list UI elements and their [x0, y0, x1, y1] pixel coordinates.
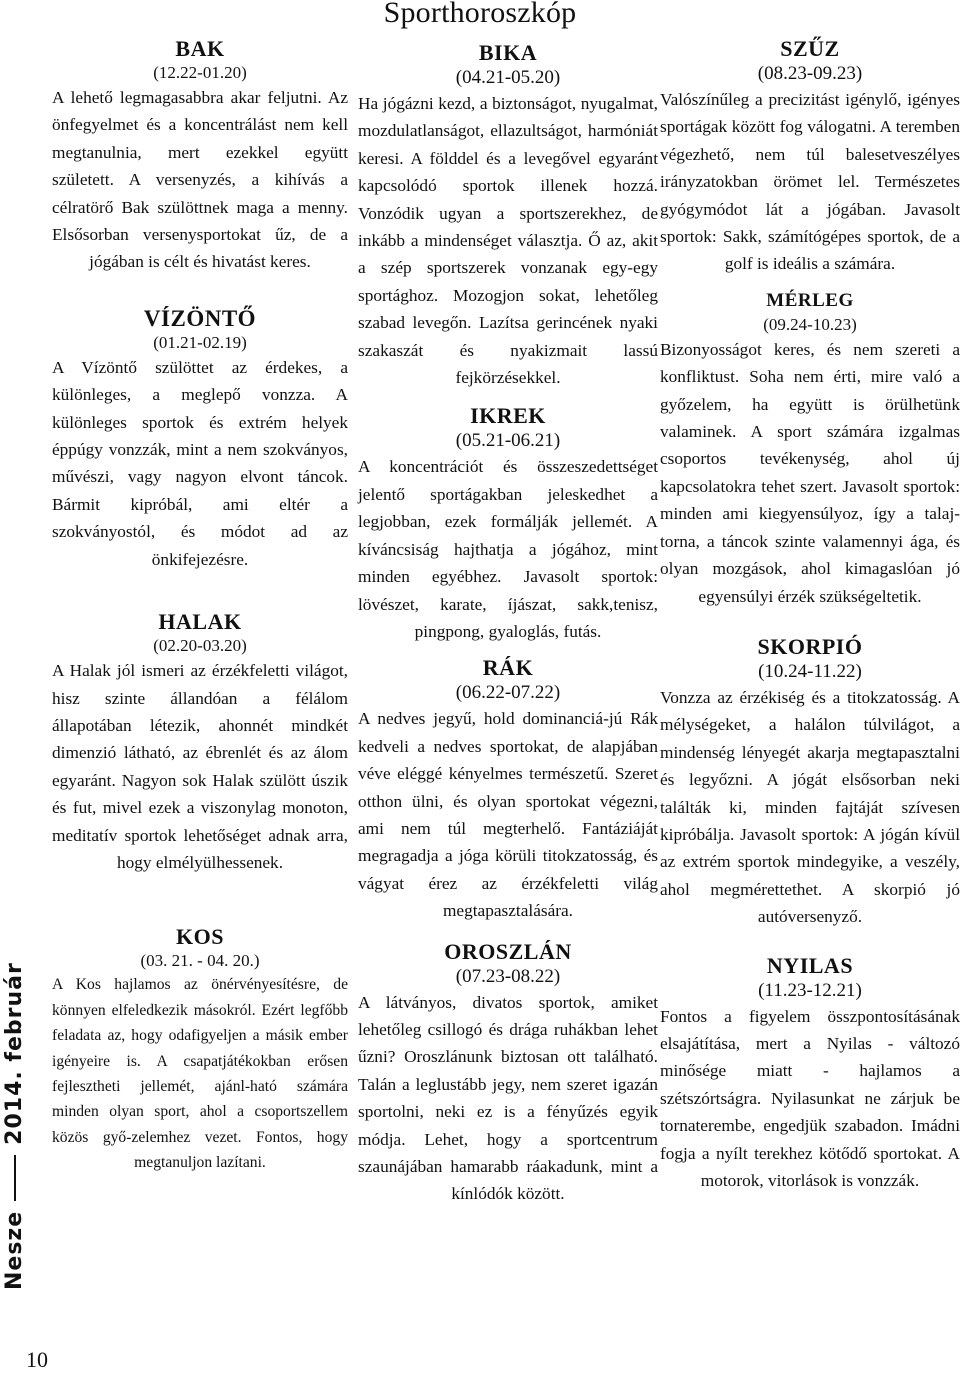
sign-szuz — [660, 36, 960, 278]
column-middle — [358, 36, 658, 1208]
sign-kos — [52, 924, 348, 1175]
sign-skorpio — [660, 634, 960, 931]
sign-dates: (10.24-11.22) — [758, 660, 862, 682]
sign-text: Vonzza az érzékiség és a titokzatosság. A mélységeket, a halálon túlvilágot, a mindenség lényegét akarja megtapasztalni és legyőzni. A jógát elsősorban neki találták ki, minden fajtáját szívesen kipróbálja. Javasolt sportok: A jógán kívül az extrém sportok mindegyike, a veszély, ahol megmérettethet. A skorpió jó autóversenyző. — [660, 687, 960, 927]
sign-halak — [52, 609, 348, 876]
sign-title: SKORPIÓ — [757, 633, 863, 659]
magazine-name: Nesze — [2, 1210, 27, 1290]
sign-title: IKREK — [470, 403, 546, 429]
sign-title: VÍZÖNTŐ — [143, 305, 257, 331]
sign-title: MÉRLEG — [766, 289, 854, 311]
sign-merleg — [660, 288, 960, 610]
sign-ikrek — [358, 403, 658, 645]
sign-dates: (06.22-07.22) — [455, 682, 561, 704]
sign-text: A nedves jegyű, hold dominanciá-jú Rák kedveli a nedves sportokat, de alapjában véve eléggé kényelmes természetű. Szeret otthon ülni, és olyan sportokat végezni, ami nem túl megterhelő. Fantáziáját megragadja a jóga körüli titokzatosság, és vágyat érez az érzékfeletti világ megtapasztalására. — [358, 709, 658, 921]
sign-title: OROSZLÁN — [444, 938, 572, 964]
sign-title: SZŰZ — [780, 36, 840, 61]
magazine-side-label — [2, 962, 27, 1290]
sign-text: A Halak jól ismeri az érzékfeletti világot, hisz szinte állandóan a félálom állapotában létezik, ahonnét mindkét dimenzió látható, az ébrenlét és az álom egyaránt. Nagyon sok Halak szülött úszik és fut, mivel ezek a viszonylag monoton, meditatív sportok lehetőséget adnak arra, hogy elmélyülhessenek. — [52, 661, 348, 872]
sign-dates: (01.21-02.19) — [153, 332, 247, 352]
sign-rak — [358, 655, 658, 924]
sign-bika — [358, 40, 658, 391]
divider-dash — [14, 1155, 16, 1201]
sign-oroszlan — [358, 939, 658, 1208]
sign-dates: (08.23-09.23) — [757, 63, 863, 84]
sign-text: Bizonyosságot keres, és nem szereti a konfliktust. Soha nem érti, mire való a győzelem, ha együtt is örülhetünk valaminek. A sport számára izgalmas csoportos tevékenység, ahol új kapcsolatokra tehet szert. Javasolt sportok: minden ami kiegyensúlyoz, így a talaj-torna, a táncok szinte valamennyi ága, és olyan mozgások, ahol kimagaslóan jó egyensúlyi érzék szükségeltetik. — [660, 339, 960, 606]
sign-title: BIKA — [478, 40, 538, 65]
sign-title: RÁK — [482, 655, 534, 681]
sign-text: A lehető legmagasabbra akar feljutni. Az önfegyelmet és a koncentrálást nem kell megtanulnia, mert ezekkel együtt született. A versenyzés, a kihívás a célratörő Bak szülöttnek maga a menny. Elsősorban versenysportokat űz, de a jógában is célt és hivatást keres. — [52, 88, 348, 272]
sign-dates: (02.20-03.20) — [153, 636, 247, 656]
sign-title: HALAK — [158, 609, 242, 635]
sign-title: NYILAS — [766, 952, 854, 978]
sign-text: A Vízöntő szülöttet az érdekes, a különleges, a meglepő vonzza. A különleges sportok és extrém helyek éppúgy vonzzák, mint a nem szokványos, művészi, vagy nagyon elvont táncok. Bármit kipróbál, ami eltér a szokványostól, és módot ad az önkifejezésre. — [52, 357, 348, 569]
sign-text: Valószínűleg a precizitást igénylő, igényes sportágak között fog válogatni. A teremben végezhető, nem túl balesetveszélyes irányzatokban örömet lel. Természetes gyógymódot lát a jógában. Javasolt sportok: Sakk, számítógépes sportok, de a golf is ideális a számára. — [660, 90, 960, 274]
sign-dates: (12.22-01.20) — [153, 63, 247, 82]
sign-text: Ha jógázni kezd, a biztonságot, nyugalmat, mozdulatlanságot, ellazultságot, harmóniát keresi. A földdel és a levegővel egyaránt kapcsolódó sportok illenek hozzá. Vonzódik ugyan a sportszerekhez, de inkább a mindenséget választja. Ő az, akit a szép sportszerek vonzanak egy-egy sportághoz. Mozogjon sokat, lehetőleg szabad levegőn. Lazítsa gerincének nyaki szakaszát és nyakizmait lassú fejkörzésekkel. — [358, 94, 658, 388]
sign-dates: (09.24-10.23) — [763, 314, 857, 334]
sign-dates: (04.21-05.20) — [455, 67, 561, 88]
sign-dates: (07.23-08.22) — [455, 965, 561, 987]
sign-title: BAK — [175, 36, 225, 61]
sign-dates: (03. 21. - 04. 20.) — [140, 951, 260, 971]
sign-text: A Kos hajlamos az önérvényesítésre, de könnyen elfeledkezik másokról. Ezért legfőbb feladata az, hogy odafigyeljen a másik ember igényeire is. A csapatjátékokban erősen fejlesztheti jellemét, ajánl-ható számára minden olyan sport, ahol a csoportszellem közös győ-zelemhez vezet. Fontos, hogy megtanuljon lazítani. — [52, 976, 348, 1172]
sign-text: A koncentrációt és összeszedettséget jelentő sportágakban jeleskedhet a legjobban, ezek formálják jellemét. A kíváncsiság hajthatja a jógához, mint minden egyébhez. Javasolt sportok: lövészet, karate, íjászat, sakk,tenisz, pingpong, gyaloglás, futás. — [358, 457, 658, 641]
sign-dates: (05.21-06.21) — [455, 430, 561, 452]
page-number: 10 — [26, 1347, 48, 1372]
sign-dates: (11.23-12.21) — [758, 979, 862, 1001]
sign-title: KOS — [176, 924, 224, 950]
sign-text: A látványos, divatos sportok, amiket lehetőleg csillogó és drága ruhákban lehet űzni? Oroszlánunk biztosan ott található. Talán a leglustább jegy, nem szeret igazán sportolni, neki ez is a fényűzés egyik módja. Lehet, hogy a sportcentrum szaunájában hamarabb ráakadunk, mint a kínlódók között. — [358, 992, 658, 1204]
sign-bak — [52, 36, 348, 276]
column-left — [52, 36, 348, 1176]
sign-nyilas — [660, 953, 960, 1195]
column-right — [660, 36, 960, 1194]
sign-vizonto — [52, 306, 348, 573]
sign-text: Fontos a figyelem összpontosításának elsajátítása, mert a Nyilas - változó minősége miatt - hajlamos a szétszórtságra. Nyilasunkat ne zárjuk be tornaterembe, engedjük szabadon. Imádni fogja a nyílt terekhez kötődő sportokat. A motorok, vitorlások is vonzzák. — [660, 1006, 960, 1190]
issue-date: 2014. február — [2, 962, 27, 1145]
page-title: Sporthoroszkóp — [383, 0, 577, 29]
